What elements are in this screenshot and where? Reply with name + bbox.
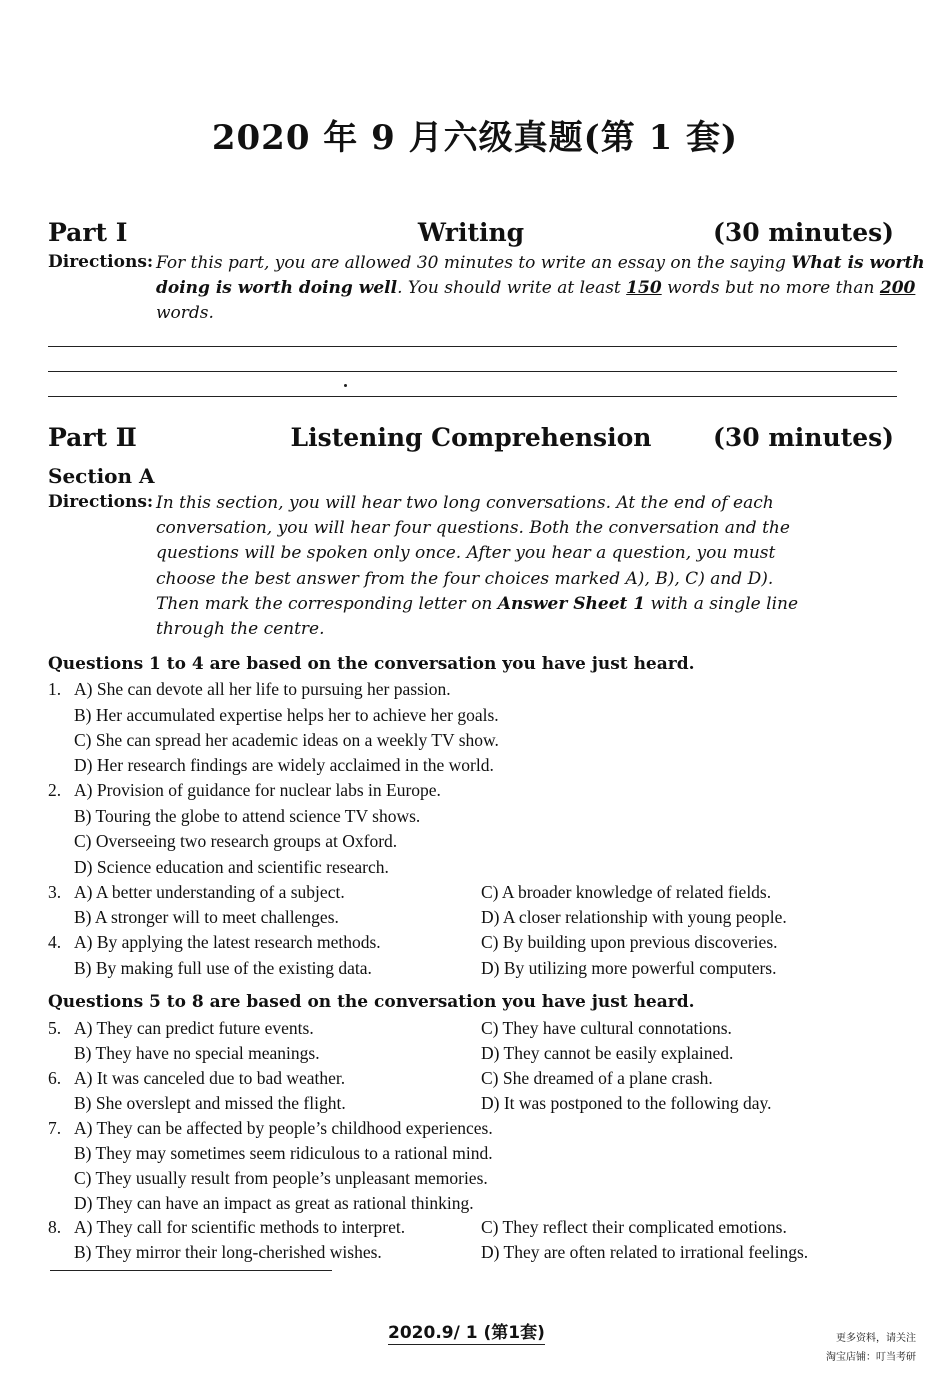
option-b: B) By making full use of the existing data. [74,958,372,978]
part1-dir-line3: words. [156,303,214,324]
part2-dir-line4: choose the best answer from the four choices marked A), B), C) and D). [156,568,774,589]
part2-label: Part Ⅱ [48,423,137,452]
question-number: 1. [48,679,62,699]
option-d: D) They are often related to irrational feelings. [481,1242,809,1262]
part2-dir-line2: conversation, you will hear four questions. Both the conversation and the [156,518,790,539]
option-c: C) They reflect their complicated emotions. [481,1217,787,1237]
option-a: A) Provision of guidance for nuclear labs in Europe. [74,780,441,800]
part1-time: (30 minutes) [713,218,894,247]
part2-dir-line5c: with a single line [645,593,799,614]
corner-note-1: 更多资料，请关注 [836,1333,916,1344]
option-d: D) Her research findings are widely acclaimed in the world. [74,755,494,775]
question-number: 5. [48,1018,62,1038]
option-c: C) A broader knowledge of related fields. [481,882,772,902]
option-c: C) Overseeing two research groups at Oxford. [74,831,398,851]
min-words: 150 [626,278,662,299]
question-number: 7. [48,1118,62,1138]
option-a: A) She can devote all her life to pursuing her passion. [74,679,451,699]
answer-rule-2 [48,371,897,372]
group1-heading: Questions 1 to 4 are based on the conversation you have just heard. [48,654,695,674]
max-words: 200 [879,278,916,299]
option-c: C) By building upon previous discoveries. [481,932,778,952]
option-b: B) They may sometimes seem ridiculous to a rational mind. [74,1143,493,1163]
question-number: 2. [48,780,62,800]
option-c: C) They have cultural connotations. [481,1018,732,1038]
page-footer: 2020.9/ 1 (第1套) [388,1318,545,1345]
question-number: 3. [48,882,62,902]
footnote-rule [50,1270,332,1271]
option-c: C) She dreamed of a plane crash. [481,1068,713,1088]
option-a: A) By applying the latest research methods. [74,932,381,952]
option-b: B) A stronger will to meet challenges. [74,907,339,927]
option-b: B) Touring the globe to attend science TV shows. [74,806,421,826]
part1-directions-label: Directions: [48,252,154,272]
option-d: D) By utilizing more powerful computers. [481,958,777,978]
answer-sheet-name: Answer Sheet 1 [497,593,646,614]
part1-dir-line2b: . You should write at least [397,278,627,299]
question-number: 8. [48,1217,62,1237]
option-c: C) She can spread her academic ideas on a weekly TV show. [74,730,499,750]
option-d: D) They cannot be easily explained. [481,1043,734,1063]
option-b: B) They have no special meanings. [74,1043,320,1063]
part2-time: (30 minutes) [713,423,894,452]
option-b: B) She overslept and missed the flight. [74,1093,346,1113]
option-a: A) They call for scientific methods to interpret. [74,1217,406,1237]
part1-saying-1: What is worth [791,253,925,273]
question-number: 6. [48,1068,62,1088]
question-number: 4. [48,932,62,952]
part1-saying-2: doing is worth doing well [156,278,398,299]
page-title: 2020 年 9 月六级真题(第 1 套) [211,118,739,158]
part2-dir-line6: through the centre. [156,619,325,640]
part1-directions [156,251,925,327]
part2-directions-label: Directions: [48,492,154,512]
section-a-title: Section A [48,464,155,488]
answer-rule-3 [48,396,897,397]
stray-dot [344,384,347,387]
option-c: C) They usually result from people’s unpleasant memories. [74,1168,488,1188]
option-a: A) A better understanding of a subject. [74,882,345,902]
part1-name: Writing [417,218,525,247]
part2-name: Listening Comprehension [290,423,652,452]
option-b: B) They mirror their long-cherished wishes. [74,1242,382,1262]
answer-rule-1 [48,346,897,347]
part2-directions [156,491,799,642]
part2-dir-line1: In this section, you will hear two long conversations. At the end of each [156,493,774,513]
option-a: A) They can be affected by people’s childhood experiences. [74,1118,493,1138]
part2-dir-line5a: Then mark the corresponding letter on [156,593,498,614]
option-d: D) Science education and scientific research. [74,857,389,877]
option-a: A) It was canceled due to bad weather. [74,1068,346,1088]
part2-header [48,423,894,457]
option-d: D) It was postponed to the following day. [481,1093,772,1113]
part2-dir-line3: questions will be spoken only once. After you hear a question, you must [156,543,776,564]
option-d: D) A closer relationship with young people. [481,907,787,927]
option-a: A) They can predict future events. [74,1018,314,1038]
part1-header [48,218,894,252]
group2-heading: Questions 5 to 8 are based on the conversation you have just heard. [48,992,695,1012]
part1-dir-line2d: words but no more than [661,278,880,299]
option-b: B) Her accumulated expertise helps her to achieve her goals. [74,705,499,725]
part1-dir-line1a: For this part, you are allowed 30 minutes to write an essay on the saying [156,253,792,273]
corner-note-2: 淘宝店铺：叮当考研 [826,1352,916,1363]
part1-label: Part Ⅰ [48,218,128,247]
option-d: D) They can have an impact as great as rational thinking. [74,1193,474,1213]
